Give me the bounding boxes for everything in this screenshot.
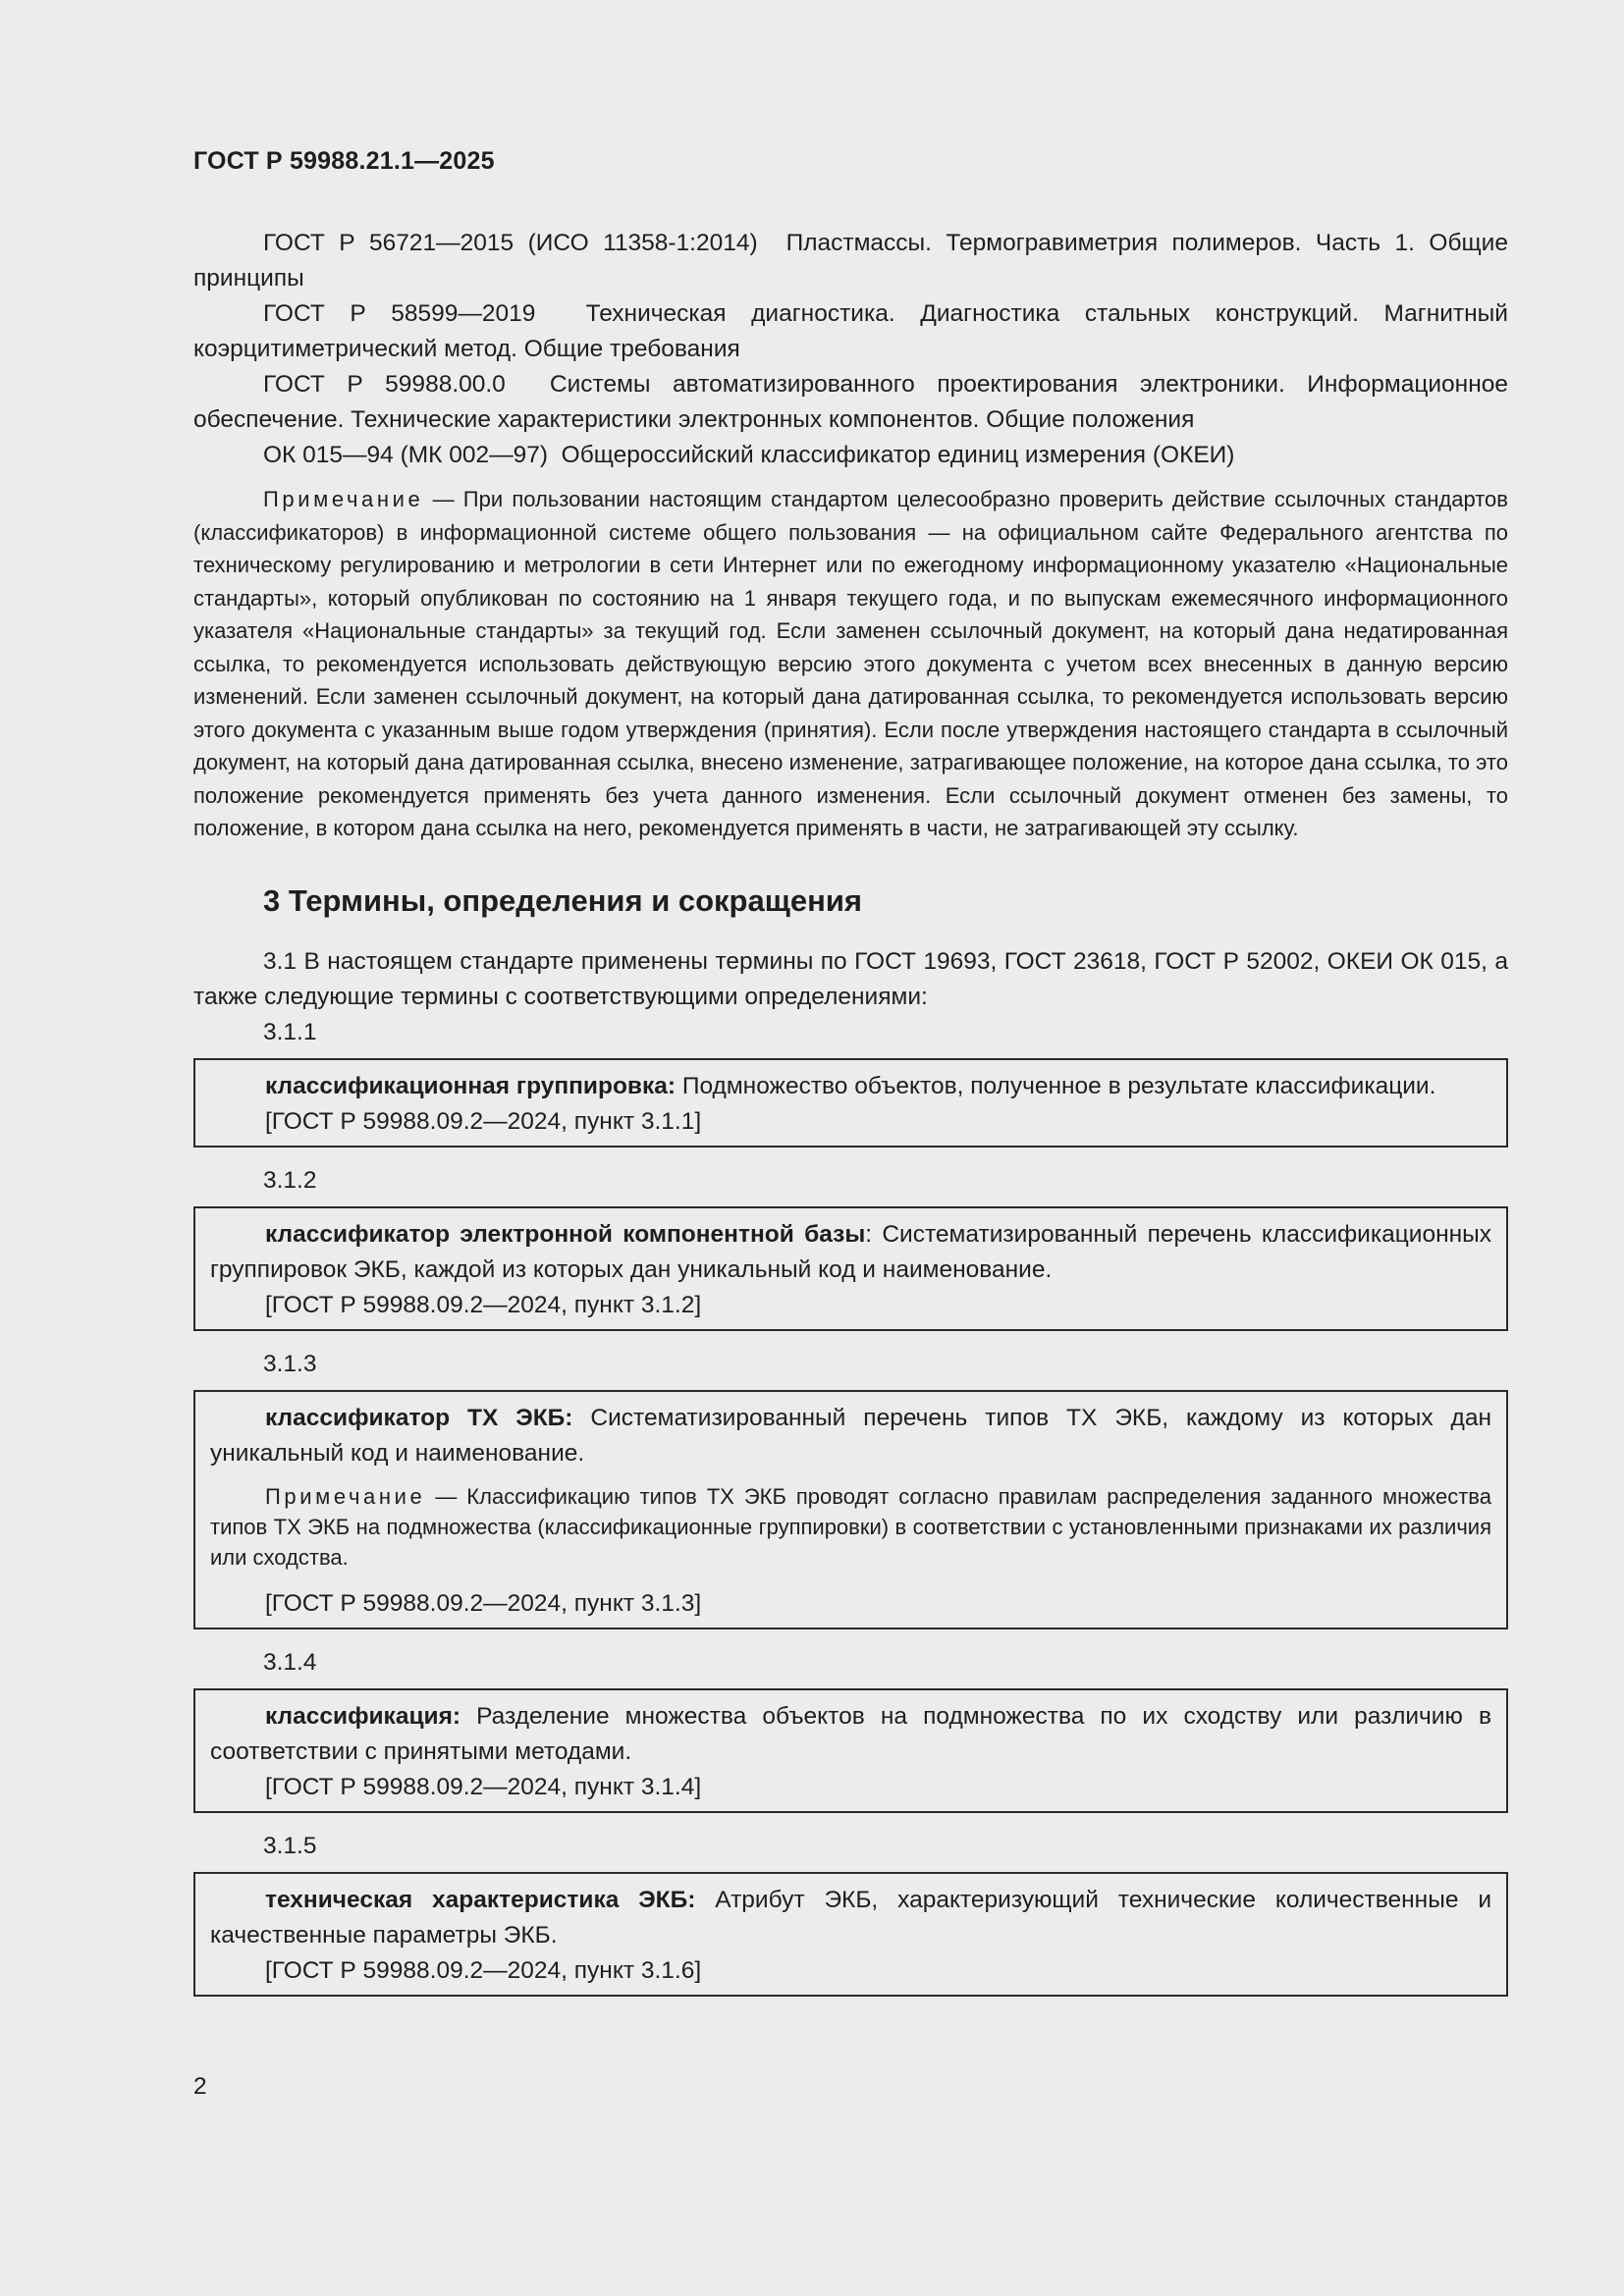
term-box <box>193 1206 1508 1331</box>
page-content <box>193 226 1508 2012</box>
reference-item <box>193 367 1508 438</box>
term-source: [ГОСТ Р 59988.09.2—2024, пункт 3.1.2] <box>265 1291 702 1318</box>
term-definition-text: Разделение множества объектов на подмножества по их сходству или различию в соответствии с принятыми методами. <box>210 1702 1491 1765</box>
term-source: [ГОСТ Р 59988.09.2—2024, пункт 3.1.6] <box>265 1956 702 1984</box>
reference-code: ГОСТ Р 56721—2015 (ИСО 11358-1:2014) <box>263 230 758 256</box>
term-box <box>193 1058 1508 1148</box>
term-definition-text: Атрибут ЭКБ, характеризующий технические количественные и качественные параметры ЭКБ. <box>210 1886 1492 1949</box>
reference-code: ГОСТ Р 58599—2019 <box>263 300 536 327</box>
normative-references <box>193 226 1508 473</box>
term-definition <box>210 1401 1491 1471</box>
term-name: техническая характеристика ЭКБ: <box>265 1886 696 1913</box>
references-note <box>193 483 1508 845</box>
reference-item <box>193 226 1508 296</box>
term-definition <box>210 1699 1491 1770</box>
term-box <box>193 1688 1508 1813</box>
note-text: — При пользовании настоящим стандартом целесообразно проверить действие ссылочных стандартов (классификаторов) в информационной системе общего пользования — на официальном сайте Федерального агентства по техническому регулированию и метрологии в сети Интернет или по ежегодному информационному указателю «Национальные стандарты», который опубликован по состоянию на 1 января текущего года, и по выпускам ежемесячного информационного указателя «Национальные стандарты» за текущий год. Если заменен ссылочный документ, на который дана недатированная ссылка, то рекомендуется использовать действующую версию этого документа с учетом всех внесенных в данную версию изменений. Если заменен ссылочный документ, на который дана датированная ссылка, то рекомендуется использовать версию этого документа с указанным выше годом утверждения (принятия). Если после утверждения настоящего стандарта в ссылочный документ, на который дана датированная ссылка, внесено изменение, затрагивающее положение, на которое дана ссылка, то это положение рекомендуется применять без учета данного изменения. Если ссылочный документ отменен без замены, то положение, в котором дана ссылка на него, рекомендуется применять в части, не затрагивающей эту ссылку. <box>193 487 1508 840</box>
term-note <box>210 1481 1491 1573</box>
term-box <box>193 1872 1508 1997</box>
note-label: Примечание <box>263 487 424 511</box>
term-name: классификационная группировка: <box>265 1072 677 1099</box>
reference-title: Системы автоматизированного проектирования электроники. Информационное обеспечение. Технические характеристики электронных компонентов. Общие положения <box>193 371 1508 433</box>
term-name: классификация: <box>265 1702 461 1730</box>
section-intro: 3.1 В настоящем стандарте применены термины по ГОСТ 19693, ГОСТ 23618, ГОСТ Р 52002, ОКЕИ ОК 015, а также следующие термины с соответствующими определениями: <box>193 947 1508 1010</box>
term-source: [ГОСТ Р 59988.09.2—2024, пункт 3.1.1] <box>265 1107 702 1135</box>
reference-code: ГОСТ Р 59988.00.0 <box>263 371 506 398</box>
term-definition-text: Подмножество объектов, полученное в результате классификации. <box>681 1072 1436 1099</box>
term-number: 3.1.1 <box>263 1018 317 1045</box>
reference-title: Общероссийский классификатор единиц измерения (ОКЕИ) <box>561 442 1235 468</box>
term-definition-text: Систематизированный перечень типов ТХ ЭКБ, каждому из которых дан уникальный код и наименование. <box>210 1404 1491 1467</box>
reference-title: Пластмассы. Термогравиметрия полимеров. Часть 1. Общие принципы <box>193 230 1508 292</box>
term-definition <box>210 1069 1491 1104</box>
term-number: 3.1.4 <box>263 1648 317 1676</box>
standard-id-header: ГОСТ Р 59988.21.1—2025 <box>193 147 495 175</box>
term-name: классификатор электронной компонентной базы <box>265 1220 866 1248</box>
term-note-label: Примечание <box>265 1483 426 1509</box>
section-heading: 3 Термины, определения и сокращения <box>263 882 862 918</box>
term-source: [ГОСТ Р 59988.09.2—2024, пункт 3.1.4] <box>265 1773 702 1800</box>
term-note-text: — Классификацию типов ТХ ЭКБ проводят согласно правилам распределения заданного множества типов ТХ ЭКБ на подмножества (классификационные группировки) в соответствии с установленными признаками их различия или сходства. <box>210 1483 1491 1570</box>
reference-code: ОК 015—94 (МК 002—97) <box>263 442 549 468</box>
term-definition-text: : Систематизированный перечень классификационных группировок ЭКБ, каждой из которых дан уникальный код и наименование. <box>210 1220 1491 1283</box>
page-number: 2 <box>193 2073 207 2100</box>
term-definition <box>210 1883 1491 1953</box>
reference-title: Техническая диагностика. Диагностика стальных конструкций. Магнитный коэрцитиметрический метод. Общие требования <box>193 300 1508 362</box>
term-number: 3.1.2 <box>263 1166 317 1194</box>
reference-item <box>193 296 1508 367</box>
term-number: 3.1.3 <box>263 1350 317 1377</box>
term-source: [ГОСТ Р 59988.09.2—2024, пункт 3.1.3] <box>265 1589 702 1617</box>
term-definition <box>210 1217 1491 1288</box>
term-name: классификатор ТХ ЭКБ: <box>265 1404 573 1431</box>
reference-item <box>193 438 1508 473</box>
term-box <box>193 1390 1508 1629</box>
term-number: 3.1.5 <box>263 1832 317 1859</box>
